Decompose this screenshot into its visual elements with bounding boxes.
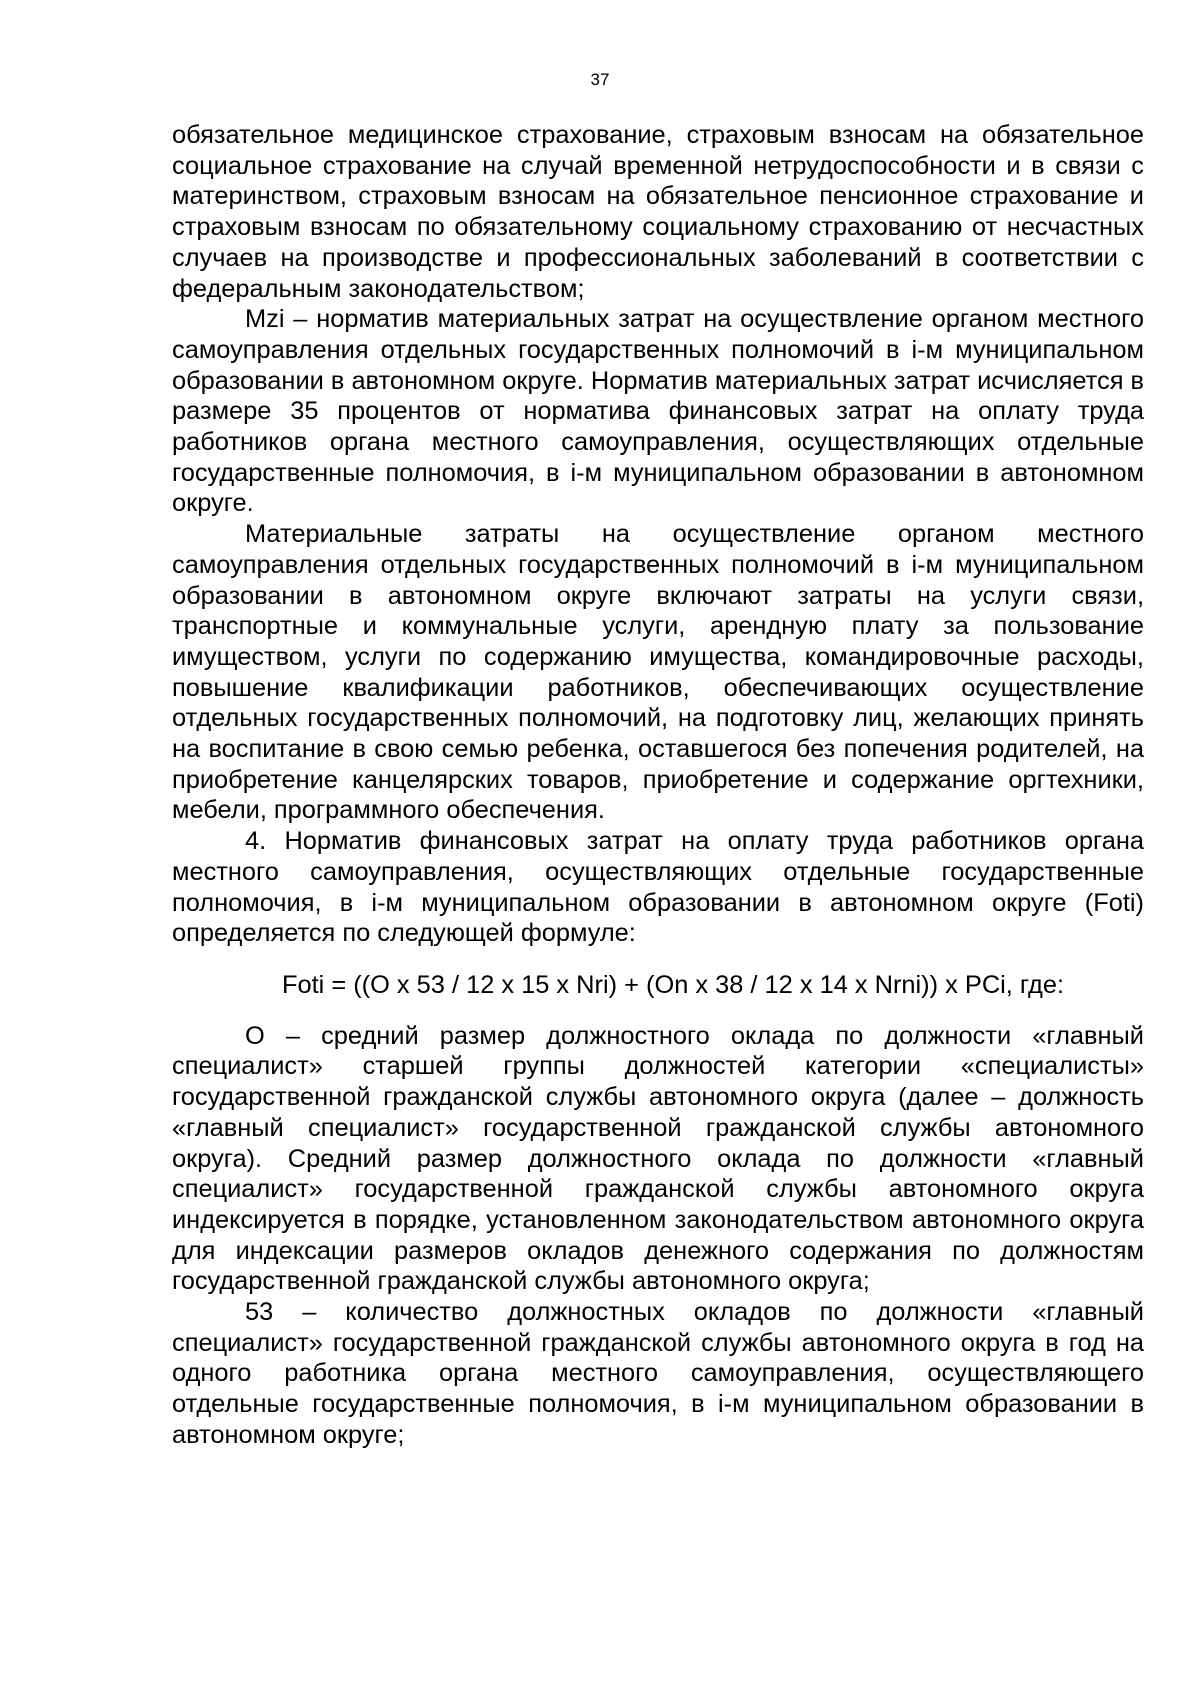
paragraph-53-definition: 53 – количество должностных окладов по должности «главный специалист» государственной гражданской службы автономного округа в год на одного работника органа местного самоуправления, осуществляющего отдельные государственные полномочия, в i-м муниципальном образовании в автономном округе; [172,1298,1144,1449]
paragraph-mzi-definition: Mzi – норматив материальных затрат на осуществление органом местного самоуправления отдельных государственных полномочий в i-м муниципальном образовании в автономном округе. Норматив материальных затрат исчисляется в размере 35 процентов от норматива финансовых затрат на оплату труда работников органа местного самоуправления, осуществляющих отдельные государственные полномочия, в i-м муниципальном образовании в автономном округе. [172,305,1144,518]
page-number: 37 [590,70,610,89]
formula-foti: Foti = ((O x 53 / 12 x 15 x Nri) + (On x 38 / 12 x 14 x Nrni)) x PCi, где: [281,970,1065,999]
paragraph-insurance-continuation: обязательное медицинское страхование, страховым взносам на обязательное социальное страхование на случай временной нетрудоспособности и в связи с материнством, страховым взносам на обязательное пенсионное страхование и страховым взносам по обязательному социальному страхованию от несчастных случаев на производстве и профессиональных заболеваний в соответствии с федеральным законодательством; [172,121,1144,303]
paragraph-material-costs: Материальные затраты на осуществление органом местного самоуправления отдельных государственных полномочий в i-м муниципальном образовании в автономном округе включают затраты на услуги связи, транспортные и коммунальные услуги, арендную плату за пользование имуществом, услуги по содержанию имущества, командировочные расходы, повышение квалификации работников, обеспечивающих осуществление отдельных государственных полномочий, на подготовку лиц, желающих принять на воспитание в свою семью ребенка, оставшегося без попечения родителей, на приобретение канцелярских товаров, приобретение и содержание оргтехники, мебели, программного обеспечения. [172,520,1144,825]
paragraph-item-4: 4. Норматив финансовых затрат на оплату труда работников органа местного самоуправления, осуществляющих отдельные государственные полномочия, в i-м муниципальном образовании в автономном округе (Foti) определяется по следующей формуле: [172,827,1144,948]
document-body [172,120,1144,1451]
paragraph-o-definition: O – средний размер должностного оклада по должности «главный специалист» старшей группы должностей категории «специалисты» государственной гражданской службы автономного округа (далее – должность «главный специалист» государственной гражданской службы автономного округа). Средний размер должностного оклада по должности «главный специалист» государственной гражданской службы автономного округа индексируется в порядке, установленном законодательством автономного округа для индексации размеров окладов денежного содержания по должностям государственной гражданской службы автономного округа; [172,1021,1144,1296]
